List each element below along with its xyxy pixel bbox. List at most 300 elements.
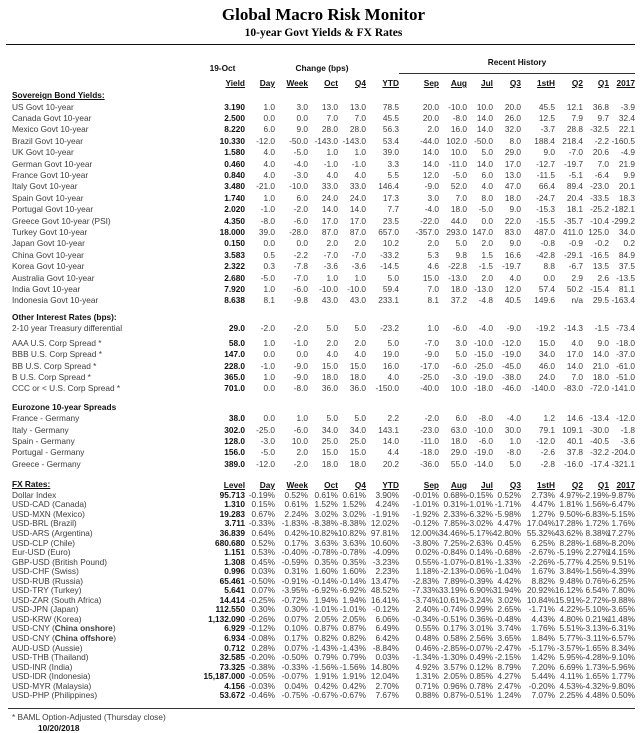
value-cell: -1.71% — [494, 499, 521, 510]
value-cell: 89.4 — [566, 181, 583, 192]
value-cell: -1.0 — [260, 360, 275, 371]
value-cell: 10.0 — [450, 383, 467, 394]
value-cell: -29.1 — [564, 249, 583, 260]
value-cell: 1.77% — [611, 671, 635, 682]
value-cell: 1.580 — [224, 147, 245, 158]
value-cell: 2.25% — [559, 690, 583, 701]
row-label: BB U.S. Corp Spread * — [12, 360, 97, 371]
value-cell: 0.68% — [443, 489, 467, 500]
value-cell: 17.28% — [554, 518, 583, 529]
value-cell: -3.80% — [412, 537, 439, 548]
value-cell: 57.4 — [538, 284, 555, 294]
value-cell: -357.0 — [415, 226, 439, 237]
risk-monitor-table — [12, 57, 635, 701]
table-row — [12, 284, 635, 295]
value-cell: 1.27% — [531, 508, 555, 519]
column-header: Q3 — [509, 479, 521, 490]
value-cell: 37.8 — [566, 447, 583, 458]
row-label: USD-ZAR (South Africa) — [12, 594, 102, 605]
row-label: AAA U.S. Corp Spread * — [12, 337, 102, 348]
table-row — [12, 204, 635, 215]
value-cell: 44.0 — [450, 215, 467, 226]
value-cell: -0.03% — [248, 680, 275, 691]
row-label: France Govt 10-year — [12, 169, 89, 180]
value-cell: 28.0 — [321, 124, 338, 135]
value-cell: 4.0 — [263, 158, 275, 169]
value-cell: -6.0 — [452, 360, 467, 371]
table-row — [12, 383, 635, 394]
value-cell: -7.0 — [293, 272, 308, 283]
value-cell: -12.0 — [502, 337, 521, 348]
section-bonds — [12, 90, 635, 307]
table-row — [12, 250, 635, 261]
value-cell: -3.02% — [466, 518, 493, 529]
value-cell: -37.0 — [616, 349, 635, 360]
value-cell: -50.0 — [474, 135, 493, 146]
value-cell: 2.56% — [469, 632, 493, 643]
row-label: China Govt 10-year — [12, 249, 84, 260]
value-cell: 4.22% — [559, 604, 583, 615]
value-cell: 4.11% — [560, 671, 583, 682]
row-label: Turkey Govt 10-year — [12, 226, 88, 237]
table-row — [12, 691, 635, 701]
value-cell: 3.01% — [469, 623, 493, 634]
value-cell: 7.85% — [443, 518, 467, 529]
value-cell: 0.02% — [415, 547, 439, 558]
value-cell: 4.0 — [354, 349, 366, 360]
value-cell: 0.0 — [296, 238, 308, 249]
value-cell: 0.45% — [251, 556, 275, 567]
value-cell: 0.0 — [296, 349, 308, 360]
value-cell: 2.0 — [427, 124, 439, 135]
value-cell: 0.35% — [342, 556, 366, 567]
value-cell: 8.82% — [531, 575, 555, 586]
value-cell: -72.0 — [590, 383, 609, 394]
column-header: Level — [223, 479, 245, 490]
value-cell: -1.5 — [594, 323, 609, 334]
value-cell: 65.461 — [219, 575, 245, 586]
row-label: USD-RUB (Russia) — [12, 575, 83, 586]
value-cell: 0.55% — [415, 623, 439, 634]
value-cell: 0.61% — [284, 499, 308, 510]
value-cell: 3.583 — [224, 249, 245, 260]
value-cell: -17.0 — [420, 360, 439, 371]
value-cell: -4.0 — [478, 323, 493, 334]
value-cell: 29.5 — [592, 295, 609, 306]
value-cell: 5.0 — [509, 458, 521, 469]
value-cell: 17.3 — [382, 192, 399, 203]
value-cell: -73.4 — [616, 323, 635, 334]
table-row — [12, 170, 635, 181]
value-cell: -5.0 — [478, 204, 493, 215]
value-cell: 1.0 — [427, 323, 439, 334]
value-cell: -9.0 — [424, 181, 439, 192]
section-heading: Sovereign Bond Yields: — [12, 90, 105, 100]
value-cell: 1.0 — [296, 413, 308, 424]
value-cell: -15.0 — [474, 349, 493, 360]
value-cell: -9.0 — [293, 360, 308, 371]
value-cell: -2.19% — [582, 489, 609, 500]
value-cell: -2.26% — [528, 556, 555, 567]
value-cell: 0.07% — [251, 585, 275, 596]
value-cell: -0.91% — [281, 575, 308, 586]
value-cell: -42.8 — [536, 249, 555, 260]
value-cell: 4.47% — [531, 499, 555, 510]
value-cell: 1.73% — [585, 661, 609, 672]
value-cell: 1,132.090 — [208, 613, 245, 624]
value-cell: 4.0 — [263, 147, 275, 158]
row-label: CCC or < U.S. Corp Spread * — [12, 383, 121, 394]
value-cell: -9.0 — [424, 349, 439, 360]
value-cell: 33.19% — [438, 585, 467, 596]
value-cell: -0.05% — [248, 671, 275, 682]
value-cell: 0.07% — [284, 613, 308, 624]
value-cell: 6.0 — [481, 169, 493, 180]
value-cell: -25.0 — [256, 424, 275, 435]
value-cell: 0.55% — [415, 556, 439, 567]
value-cell: 4.27% — [497, 671, 521, 682]
value-cell: 13.0 — [349, 101, 366, 112]
value-cell: 4.48% — [585, 690, 609, 701]
value-cell: -0.51% — [466, 690, 493, 701]
value-cell: 9.0 — [597, 337, 609, 348]
value-cell: 55.0 — [450, 458, 467, 469]
value-cell: 6.49% — [375, 623, 399, 634]
value-cell: -18.0 — [474, 383, 493, 394]
value-cell: 4.53% — [559, 680, 583, 691]
value-cell: 14.80% — [370, 661, 399, 672]
history-group-label: Recent History — [399, 57, 635, 74]
value-cell: 14.15% — [606, 547, 635, 558]
value-cell: 4.43% — [531, 613, 555, 624]
value-cell: -7.33% — [412, 585, 439, 596]
value-cell: -6.57% — [608, 632, 635, 643]
value-cell: -10.4 — [590, 215, 609, 226]
value-cell: -51.0 — [616, 371, 635, 382]
value-cell: 63.0 — [450, 424, 467, 435]
value-cell: -15.3 — [536, 204, 555, 215]
value-cell: 66.4 — [538, 181, 555, 192]
value-cell: 1.76% — [611, 518, 635, 529]
value-cell: 2.40% — [415, 604, 439, 615]
value-cell: 0.3 — [263, 261, 275, 272]
value-cell: 6.25% — [531, 537, 555, 548]
value-cell: -8.0 — [260, 215, 275, 226]
value-cell: -10.82% — [335, 527, 366, 538]
value-cell: 17.0 — [321, 215, 338, 226]
value-cell: 2.680 — [224, 272, 245, 283]
value-cell: 15.91% — [554, 594, 583, 605]
value-cell: -5.17% — [466, 527, 493, 538]
value-cell: 14.0 — [476, 158, 493, 169]
value-cell: -1.83% — [281, 518, 308, 529]
row-label: Canada Govt 10-year — [12, 112, 92, 123]
row-label: USD-CLP (Chile) — [12, 537, 76, 548]
value-cell: 19.0 — [382, 349, 399, 360]
value-cell: 0.76% — [585, 575, 609, 586]
row-label: Australia Govt 10-year — [12, 272, 95, 283]
value-cell: -11.5 — [536, 169, 555, 180]
value-cell: -0.75% — [281, 690, 308, 701]
value-cell: 39.0 — [382, 147, 399, 158]
value-cell: 0.71% — [415, 680, 439, 691]
value-cell: -3.6 — [323, 261, 338, 272]
column-header: Sep — [423, 78, 439, 88]
value-cell: 24.0 — [349, 192, 366, 203]
value-cell: 7.0 — [326, 112, 338, 123]
value-cell: 46.0 — [538, 360, 555, 371]
value-cell: 411.0 — [562, 226, 583, 237]
value-cell: -1.01% — [466, 499, 493, 510]
value-cell: 17.0 — [566, 349, 583, 360]
value-cell: 4.0 — [326, 169, 338, 180]
value-cell: 8.38% — [585, 527, 609, 538]
column-header: Q2 — [571, 78, 583, 88]
row-label: Portugal Govt 10-year — [12, 204, 94, 215]
value-cell: 0.45% — [497, 537, 521, 548]
value-cell: 30.0 — [504, 424, 521, 435]
value-cell: -11.0 — [420, 436, 439, 447]
value-cell: 1.0 — [263, 101, 275, 112]
value-cell: -5.1 — [568, 169, 583, 180]
change-group-label: Change (bps) — [295, 63, 349, 73]
column-header: Q4 — [354, 78, 366, 88]
value-cell: 0.61% — [342, 489, 366, 500]
value-cell: 0.15% — [251, 499, 275, 510]
value-cell: -1.71% — [528, 604, 555, 615]
value-cell: 4.42% — [497, 575, 521, 586]
value-cell: -11.48% — [604, 613, 635, 624]
value-cell: 0.17% — [284, 537, 308, 548]
value-cell: -10.0 — [319, 284, 338, 294]
value-cell: -6.0 — [478, 436, 493, 447]
value-cell: -1.33% — [494, 556, 521, 567]
value-cell: 3.57% — [443, 661, 467, 672]
row-label: Mexico Govt 10-year — [12, 124, 89, 135]
value-cell: 0.840 — [224, 169, 245, 180]
value-cell: 13.0 — [504, 169, 521, 180]
value-cell: -10.82% — [307, 527, 338, 538]
value-cell: 0.21% — [585, 613, 609, 624]
value-cell: 33.0 — [349, 181, 366, 192]
value-cell: 53.672 — [219, 690, 245, 701]
column-header: Aug — [450, 479, 467, 490]
column-header: YTD — [382, 78, 399, 88]
value-cell: -7.8 — [293, 261, 308, 272]
value-cell: -6.47% — [608, 499, 635, 510]
value-cell: 10.60% — [370, 537, 399, 548]
value-cell: -3.57% — [556, 642, 583, 653]
value-cell: 95.713 — [219, 489, 245, 500]
value-cell: 14.0 — [592, 349, 609, 360]
value-cell: 0.58% — [443, 632, 467, 643]
value-cell: -6.4 — [594, 169, 609, 180]
value-cell: 0.42% — [284, 527, 308, 538]
value-cell: 37.5 — [618, 261, 635, 272]
value-cell: -1.01% — [412, 499, 439, 510]
value-cell: 112.550 — [215, 604, 245, 615]
value-cell: -3.65% — [608, 604, 635, 615]
value-cell: 102.0 — [446, 135, 467, 146]
value-cell: -0.14% — [311, 575, 338, 586]
value-cell: 38.0 — [228, 413, 245, 424]
value-cell: -83.0 — [564, 383, 583, 394]
value-cell: 0.2 — [623, 238, 635, 249]
value-cell: -3.7 — [540, 124, 555, 135]
value-cell: 293.0 — [446, 226, 467, 237]
value-cell: 15.0 — [349, 360, 366, 371]
row-label: UK Govt 10-year — [12, 147, 74, 158]
value-cell: -0.14% — [339, 575, 366, 586]
table-row — [12, 436, 635, 447]
value-cell: -2.0 — [293, 204, 308, 215]
value-cell: -143.0 — [314, 135, 338, 146]
value-cell: 0.30% — [251, 604, 275, 615]
value-cell: 0.0 — [263, 383, 275, 394]
value-cell: 3.63% — [314, 537, 338, 548]
value-cell: 8.638 — [224, 295, 245, 306]
value-cell: -140.0 — [531, 383, 555, 394]
value-cell: 5.641 — [224, 585, 245, 596]
value-cell: 5.0 — [481, 147, 493, 158]
value-cell: 15.0 — [422, 272, 439, 283]
column-header: Week — [286, 479, 308, 490]
value-cell: 6.42% — [375, 632, 399, 643]
value-cell: -1.65% — [582, 642, 609, 653]
table-row — [12, 447, 635, 458]
value-cell: -13.0 — [474, 284, 493, 294]
value-cell: 13.47% — [370, 575, 399, 586]
value-cell: -7.0 — [323, 249, 338, 260]
value-cell: 18.0 — [321, 458, 338, 469]
value-cell: -2.0 — [293, 323, 308, 334]
value-cell: -163.4 — [611, 295, 635, 306]
value-cell: 9.50% — [559, 508, 583, 519]
column-header: Yield — [225, 78, 245, 88]
value-cell: -19.0 — [502, 349, 521, 360]
value-cell: -8.0 — [506, 447, 521, 458]
value-cell: 1.65% — [585, 671, 609, 682]
value-cell: 2.05% — [342, 613, 366, 624]
value-cell: 14.0 — [566, 360, 583, 371]
value-cell: 18.0 — [450, 436, 467, 447]
value-cell: -12.0 — [536, 436, 555, 447]
value-cell: -2.0 — [293, 458, 308, 469]
value-cell: -2.67% — [528, 547, 555, 558]
value-cell: -12.7 — [536, 158, 555, 169]
value-cell: 1.0 — [326, 272, 338, 283]
value-cell: -0.50% — [281, 652, 308, 663]
value-cell: 146.4 — [378, 181, 399, 192]
value-cell: 2.33% — [443, 508, 467, 519]
value-cell: -1.43% — [311, 642, 338, 653]
column-header: Q1 — [597, 479, 609, 490]
value-cell: 24.0 — [538, 371, 555, 382]
value-cell: 0.150 — [224, 238, 245, 249]
value-cell: 3.84% — [559, 566, 583, 577]
value-cell: -11.0 — [448, 158, 467, 169]
footer-divider — [8, 708, 635, 709]
value-cell: 2.65% — [497, 604, 521, 615]
section-heading: Eurozone 10-year Spreads — [12, 401, 117, 412]
value-cell: 18.1 — [566, 204, 583, 215]
value-cell: 14.0 — [476, 124, 493, 135]
value-cell: 7.0 — [455, 192, 467, 203]
value-cell: -0.34% — [412, 613, 439, 624]
section-rates — [12, 312, 635, 395]
value-cell: 8.0 — [481, 192, 493, 203]
value-cell: 29.0 — [228, 323, 245, 334]
value-cell: 4.4 — [387, 447, 399, 458]
value-cell: 12.02% — [370, 518, 399, 529]
value-cell: -0.78% — [339, 547, 366, 558]
row-label: India Govt 10-year — [12, 284, 81, 294]
value-cell: -1.07% — [440, 556, 467, 567]
value-cell: 18.0 — [349, 458, 366, 469]
table-row — [12, 459, 635, 470]
value-cell: 8.1 — [263, 295, 275, 306]
value-cell: 56.3 — [382, 124, 399, 135]
value-cell: 28.0 — [349, 124, 366, 135]
value-cell: -28.0 — [289, 226, 308, 237]
table-row — [12, 295, 635, 306]
value-cell: 18.0 — [592, 371, 609, 382]
column-header: Oct — [324, 479, 338, 490]
value-cell: 18.3 — [618, 192, 635, 203]
value-cell: 188.4 — [534, 135, 555, 146]
value-cell: 15,187.000 — [203, 671, 245, 682]
row-label: USD-JPN (Japan) — [12, 604, 79, 615]
value-cell: 1.56% — [585, 499, 609, 510]
value-cell: -9.88% — [608, 594, 635, 605]
value-cell: -3.0 — [293, 169, 308, 180]
value-cell: 9.0 — [296, 124, 308, 135]
value-cell: 22.1 — [618, 124, 635, 135]
value-cell: 0.07% — [284, 642, 308, 653]
value-cell: -4.39% — [608, 566, 635, 577]
value-cell: -6.31% — [608, 623, 635, 634]
value-cell: 21.9 — [618, 158, 635, 169]
value-cell: -8.20% — [608, 537, 635, 548]
value-cell: -19.7 — [502, 261, 521, 272]
value-cell: 84.9 — [618, 249, 635, 260]
value-cell: -1.0 — [351, 158, 366, 169]
value-cell: -3.74% — [412, 594, 439, 605]
value-cell: -19.0 — [474, 447, 493, 458]
value-cell: 125.0 — [588, 226, 609, 237]
column-header-row — [12, 77, 635, 89]
report-date: 10/20/2018 — [38, 722, 80, 733]
value-cell: -50.0 — [289, 135, 308, 146]
value-cell: 14.0 — [422, 158, 439, 169]
row-label: USD-ARS (Argentina) — [12, 527, 93, 538]
table-row — [12, 238, 635, 249]
row-label: USD-THB (Thailand) — [12, 652, 89, 663]
column-header: 1stH — [537, 479, 555, 490]
value-cell: 4.24% — [375, 499, 399, 510]
value-cell: 9.9 — [623, 169, 635, 180]
value-cell: 5.51% — [559, 623, 583, 634]
value-cell: 58.0 — [228, 337, 245, 348]
value-cell: 0.03% — [251, 566, 275, 577]
value-cell: 0.52% — [497, 489, 521, 500]
table-row — [12, 349, 635, 360]
value-cell: 9.0 — [543, 147, 555, 158]
value-cell: -10.0 — [448, 101, 467, 112]
value-cell: 1.42% — [531, 652, 555, 663]
value-cell: 87.0 — [349, 226, 366, 237]
value-cell: 147.0 — [224, 349, 245, 360]
